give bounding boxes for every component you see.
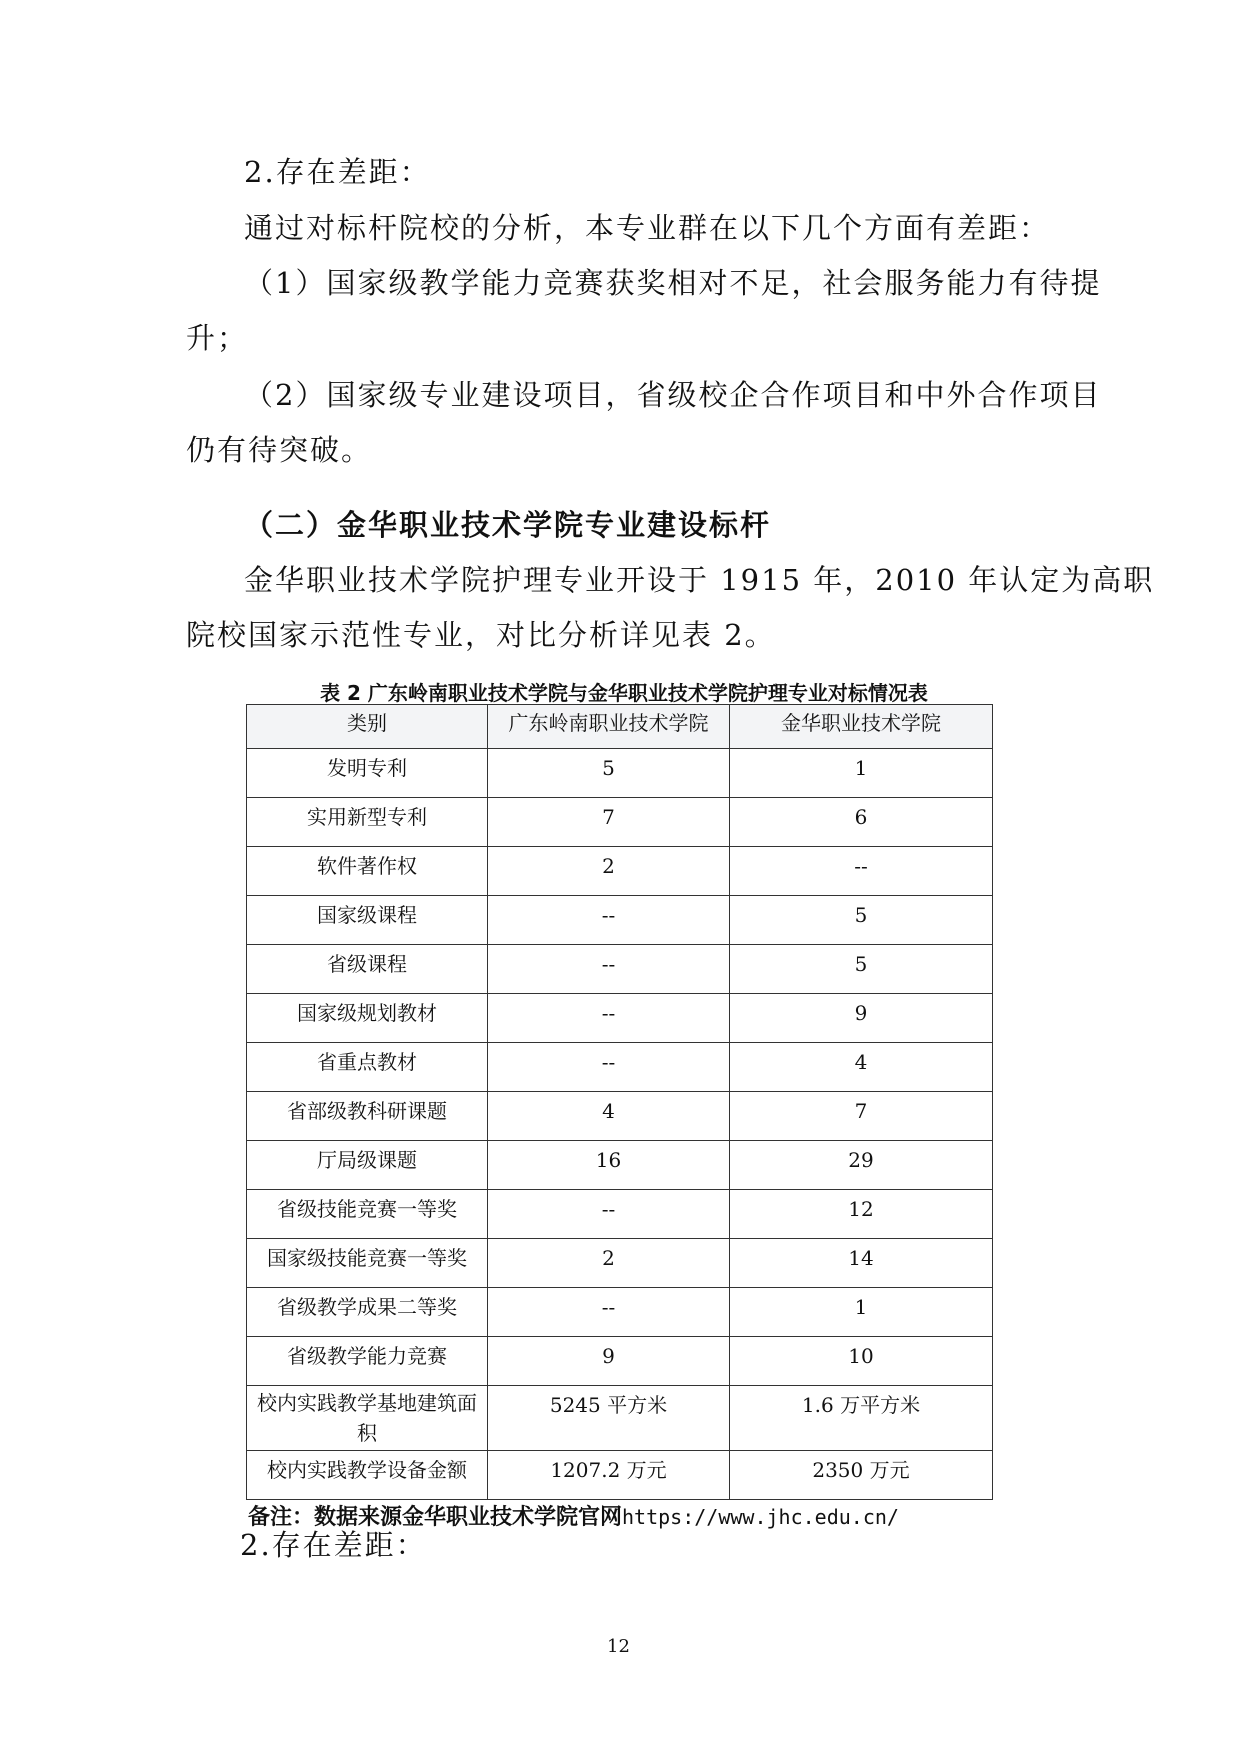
row-jinhua-value: 9	[730, 994, 993, 1043]
item-1-line-2: 升；	[186, 321, 249, 355]
row-category: 厅局级课题	[247, 1141, 488, 1190]
item-2-line-2: 仍有待突破。	[186, 433, 373, 467]
row-jinhua-value: 7	[730, 1092, 993, 1141]
paragraph-2-line-1: 金华职业技术学院护理专业开设于 1915 年，2010 年认定为高职	[244, 563, 1155, 597]
row-lingnan-value: --	[488, 1190, 730, 1239]
table-row	[247, 1190, 993, 1239]
source-url-link[interactable]: https://www.jhc.edu.cn/	[622, 1505, 899, 1529]
table-header-row	[247, 705, 993, 749]
table-row	[247, 1288, 993, 1337]
row-category: 省级教学成果二等奖	[247, 1288, 488, 1337]
header-jinhua: 金华职业技术学院	[730, 705, 993, 749]
row-lingnan-value: --	[488, 1288, 730, 1337]
row-category: 省部级教科研课题	[247, 1092, 488, 1141]
row-category: 省重点教材	[247, 1043, 488, 1092]
row-category: 国家级技能竞赛一等奖	[247, 1239, 488, 1288]
row-lingnan-value: 5245 平方米	[488, 1386, 730, 1451]
row-jinhua-value: 4	[730, 1043, 993, 1092]
row-jinhua-value: 29	[730, 1141, 993, 1190]
row-jinhua-value: 14	[730, 1239, 993, 1288]
table-row	[247, 1337, 993, 1386]
row-lingnan-value: 9	[488, 1337, 730, 1386]
row-lingnan-value: 1207.2 万元	[488, 1451, 730, 1500]
table-row	[247, 1386, 993, 1451]
table-row	[247, 749, 993, 798]
table-row	[247, 945, 993, 994]
table-row	[247, 1043, 993, 1092]
row-category: 校内实践教学基地建筑面积	[247, 1386, 488, 1451]
table-row	[247, 1141, 993, 1190]
table-row	[247, 1092, 993, 1141]
row-category: 省级教学能力竞赛	[247, 1337, 488, 1386]
row-lingnan-value: 2	[488, 1239, 730, 1288]
row-jinhua-value: 5	[730, 945, 993, 994]
row-category: 实用新型专利	[247, 798, 488, 847]
row-jinhua-value: 1	[730, 1288, 993, 1337]
table-title: 表 2 广东岭南职业技术学院与金华职业技术学院护理专业对标情况表	[320, 681, 928, 705]
row-jinhua-value: 5	[730, 896, 993, 945]
row-lingnan-value: 5	[488, 749, 730, 798]
note-label: 备注：数据来源金华职业技术学院官网	[248, 1505, 623, 1530]
row-category: 国家级课程	[247, 896, 488, 945]
page-number: 12	[607, 1636, 630, 1657]
row-category: 省级技能竞赛一等奖	[247, 1190, 488, 1239]
row-lingnan-value: 16	[488, 1141, 730, 1190]
row-jinhua-value: 10	[730, 1337, 993, 1386]
table-row	[247, 994, 993, 1043]
section-2-heading: （二）金华职业技术学院专业建设标杆	[244, 508, 772, 542]
row-lingnan-value: 2	[488, 847, 730, 896]
section-gap-title: 2.存在差距：	[244, 155, 431, 189]
row-jinhua-value: 1	[730, 749, 993, 798]
paragraph-2-line-2: 院校国家示范性专业，对比分析详见表 2。	[186, 618, 776, 652]
table-row	[247, 798, 993, 847]
row-jinhua-value: 2350 万元	[730, 1451, 993, 1500]
row-category: 省级课程	[247, 945, 488, 994]
section-gap-title-repeat: 2.存在差距：	[240, 1528, 427, 1562]
row-jinhua-value: 6	[730, 798, 993, 847]
intro-paragraph: 通过对标杆院校的分析，本专业群在以下几个方面有差距：	[244, 211, 1051, 245]
comparison-table	[246, 704, 993, 1500]
row-category: 发明专利	[247, 749, 488, 798]
item-1-line-1: （1）国家级教学能力竞赛获奖相对不足，社会服务能力有待提	[244, 266, 1102, 300]
row-lingnan-value: --	[488, 945, 730, 994]
row-category: 国家级规划教材	[247, 994, 488, 1043]
row-category: 软件著作权	[247, 847, 488, 896]
row-jinhua-value: 1.6 万平方米	[730, 1386, 993, 1451]
row-jinhua-value: --	[730, 847, 993, 896]
row-lingnan-value: --	[488, 994, 730, 1043]
header-lingnan: 广东岭南职业技术学院	[488, 705, 730, 749]
row-lingnan-value: 4	[488, 1092, 730, 1141]
table-row	[247, 847, 993, 896]
row-lingnan-value: 7	[488, 798, 730, 847]
row-lingnan-value: --	[488, 896, 730, 945]
table-row	[247, 1239, 993, 1288]
row-lingnan-value: --	[488, 1043, 730, 1092]
table-row	[247, 1451, 993, 1500]
header-category: 类别	[247, 705, 488, 749]
item-2-line-1: （2）国家级专业建设项目，省级校企合作项目和中外合作项目	[244, 378, 1102, 412]
table-row	[247, 896, 993, 945]
row-jinhua-value: 12	[730, 1190, 993, 1239]
row-category: 校内实践教学设备金额	[247, 1451, 488, 1500]
